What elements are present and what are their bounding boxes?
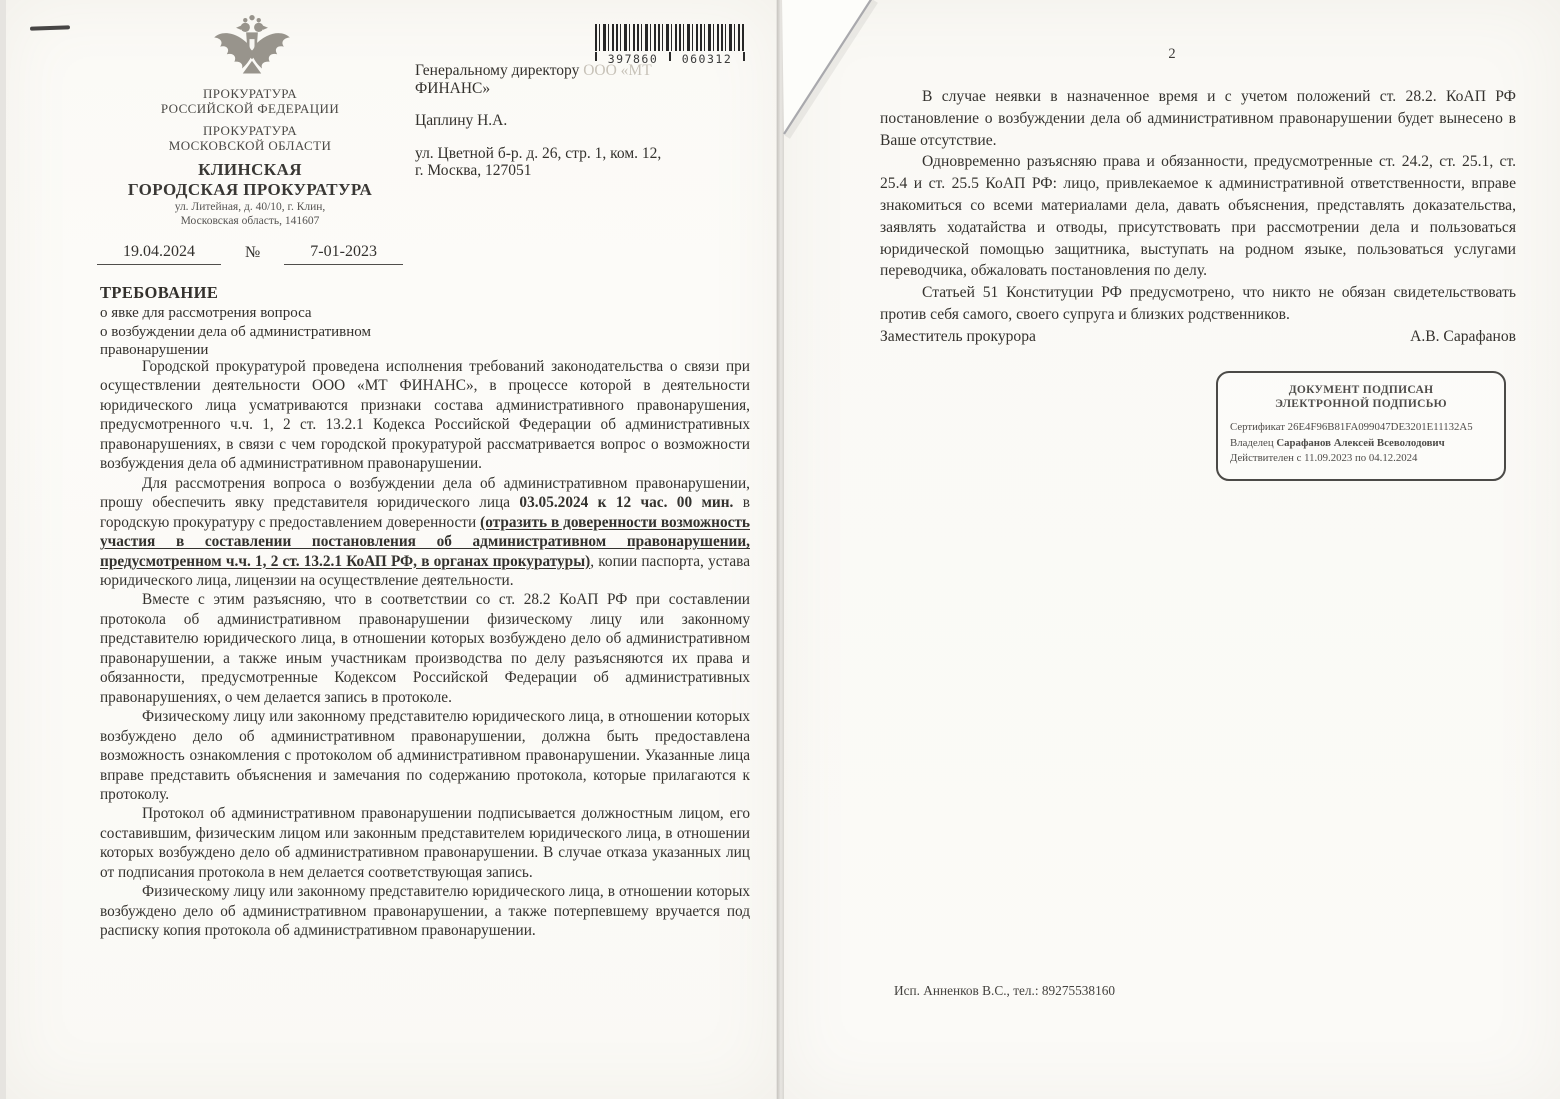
addressee-line: ФИНАНС» bbox=[415, 79, 491, 97]
signer-name: А.В. Сарафанов bbox=[1410, 328, 1516, 345]
document-number: 7-01-2023 bbox=[284, 243, 403, 265]
letterhead-org-line: ПРОКУРАТУРА bbox=[202, 123, 298, 138]
stamp-owner bbox=[1230, 436, 1492, 452]
addressee-address-line: ул. Цветной б-р. д. 26, стр. 1, ком. 12, bbox=[415, 144, 662, 162]
signer-position: Заместитель прокурора bbox=[880, 328, 1036, 345]
stamp-owner-label: Владелец bbox=[1230, 436, 1274, 449]
page-curl bbox=[782, 0, 882, 140]
document-subtitle-line: правонарушении bbox=[100, 342, 209, 358]
stamp-details bbox=[1230, 420, 1492, 467]
page1-body-text bbox=[100, 357, 750, 941]
scanned-page-1 bbox=[6, 0, 776, 1099]
barcode-guard-bar bbox=[669, 52, 671, 61]
scanned-page-2 bbox=[784, 0, 1560, 1099]
stamp-validity: Действителен с 11.09.2023 по 04.12.2024 bbox=[1230, 452, 1418, 464]
barcode-icon bbox=[595, 24, 745, 51]
stamp-header bbox=[1230, 383, 1492, 411]
stamp-owner-name: Сарафанов Алексей Всеволодович bbox=[1276, 436, 1445, 449]
page-gap-divider bbox=[777, 0, 784, 1099]
office-address-line: Московская область, 141607 bbox=[180, 215, 320, 227]
barcode-number-right: 060312 bbox=[681, 52, 733, 66]
paragraph: Одновременно разъясняю права и обязанности, предусмотренные ст. 24.2, ст. 25.1, ст. 25.4 и ст. 25.5 КоАП РФ: лицо, привлекаемое к административной ответственности, вправе знакомиться со всеми материалами дела, давать объяснения, представлять доказательства, заявлять ходатайства и отводы, присутствовать при рассмотрении дела и пользоваться юридической помощью защитника, выступать на родном языке, пользоваться услугами переводчика, обжаловать постановления по делу. bbox=[880, 153, 1516, 280]
addressee-person: Цаплину Н.А. bbox=[415, 112, 508, 129]
paragraph: Вместе с этим разъясняю, что в соответствии со ст. 28.2 КоАП РФ при составлении протокола об административном правонарушении физическому лицу или законному представителю юридического лица, в отношении которых возбуждено дело об административном правонарушении, а также иным участникам производства по делу разъясняются их права и обязанности, предусмотренные Кодексом Российской Федерации об административных правонарушениях, о чем делается запись в протоколе. bbox=[100, 591, 750, 706]
barcode-guard-bar bbox=[595, 52, 597, 61]
document-subtitle-line: о явке для рассмотрения вопроса bbox=[100, 305, 312, 321]
paragraph: Статьей 51 Конституции РФ предусмотрено, что никто не обязан свидетельствовать против себя самого, своего супруга и близких родственников. bbox=[880, 284, 1516, 323]
barcode bbox=[595, 24, 745, 66]
scan-artifact-dash bbox=[30, 25, 70, 30]
addressee-block bbox=[415, 62, 755, 180]
paragraph: Физическому лицу или законному представителю юридического лица, в отношении которых возбуждено дело об административном правонарушении, должна быть предоставлена возможность ознакомления с протоколом об административном правонарушении. Указанные лица вправе представить объяснения и замечания по содержанию протокола, которые прилагаются к протоколу. bbox=[100, 708, 750, 803]
stamp-header-line: ДОКУМЕНТ ПОДПИСАН bbox=[1288, 384, 1434, 396]
barcode-number-left: 397860 bbox=[607, 52, 659, 66]
addressee-line bbox=[415, 62, 755, 80]
addressee-to-prefix: Генеральному директору bbox=[415, 62, 584, 79]
page2-body-text bbox=[880, 86, 1516, 326]
office-address-line: ул. Литейная, д. 40/10, г. Клин, bbox=[174, 201, 326, 213]
coat-of-arms-icon bbox=[210, 14, 294, 86]
letterhead-org-line: РОССИЙСКОЙ ФЕДЕРАЦИИ bbox=[160, 101, 340, 116]
date-number-row bbox=[64, 243, 436, 265]
addressee-to-faded: ООО «МТ bbox=[583, 62, 652, 79]
letterhead bbox=[64, 86, 436, 265]
barcode-guard-bar bbox=[743, 52, 745, 61]
addressee-address-line: г. Москва, 127051 bbox=[415, 162, 532, 179]
letterhead-org-line: МОСКОВСКОЙ ОБЛАСТИ bbox=[168, 138, 332, 153]
paragraph: Протокол об административном правонарушении подписывается должностным лицом, его составившим, физическим лицом или законным представителем юридического лица, в отношении которых возбуждено дело об административном правонарушении. В случае отказа указанных лиц от подписания протокола в нем делается соответствующая запись. bbox=[100, 805, 750, 881]
office-name-line: КЛИНСКАЯ bbox=[198, 160, 302, 179]
letterhead-org-line: ПРОКУРАТУРА bbox=[202, 86, 298, 101]
executor-footer: Исп. Анненков В.С., тел.: 89275538160 bbox=[894, 983, 1116, 998]
paragraph: Городской прокуратурой проведена исполнения требований законодательства о связи при осуществлении деятельности ООО «МТ ФИНАНС», в процессе которой в деятельности юридического лица усматриваются признаки состава административного правонарушения, предусмотренного ч.ч. 1, 2 ст. 13.2.1 Кодекса Российской Федерации об административных правонарушениях, в связи с чем городской прокуратурой рассматривается вопрос о возможности возбуждения дела об административном правонарушении. bbox=[100, 358, 750, 473]
document-date: 19.04.2024 bbox=[97, 243, 221, 265]
paragraph: Физическому лицу или законному представителю юридического лица, в отношении которых возбуждено дело об административном правонарушении, а также потерпевшему вручается под расписку копия протокола об административном правонарушении. bbox=[100, 883, 750, 940]
stamp-certificate: Сертификат 26E4F96B81FA099047DE3201E11132A5 bbox=[1230, 421, 1473, 433]
document-title: ТРЕБОВАНИЕ bbox=[100, 283, 219, 302]
page-number: 2 bbox=[1168, 46, 1176, 62]
document-title-block bbox=[100, 283, 520, 359]
stamp-header-line: ЭЛЕКТРОННОЙ ПОДПИСЬЮ bbox=[1275, 398, 1447, 410]
document-subtitle-line: о возбуждении дела об административном bbox=[100, 323, 371, 340]
signature-row bbox=[880, 328, 1516, 346]
paragraph: Для рассмотрения вопроса о возбуждении дела об административном правонарушении, прошу обеспечить явку представителя юридического лица 03.05.2024 к 12 час. 00 мин. в городскую прокуратуру с предоставлением доверенности (отразить в доверенности возможность участия в составлении постановления об административном правонарушении, предусмотренном ч.ч. 1, 2 ст. 13.2.1 КоАП РФ, в органах прокуратуры), копии паспорта, устава юридического лица, лицензии на осуществление деятельности. bbox=[100, 474, 750, 589]
paragraph: В случае неявки в назначенное время и с учетом положений ст. 28.2. КоАП РФ постановление о возбуждении дела об административном правонарушении будет вынесено в Ваше отсутствие. bbox=[880, 88, 1516, 149]
electronic-signature-stamp bbox=[1216, 371, 1506, 481]
number-sign: № bbox=[245, 244, 261, 261]
office-name-line: ГОРОДСКАЯ ПРОКУРАТУРА bbox=[127, 180, 373, 199]
